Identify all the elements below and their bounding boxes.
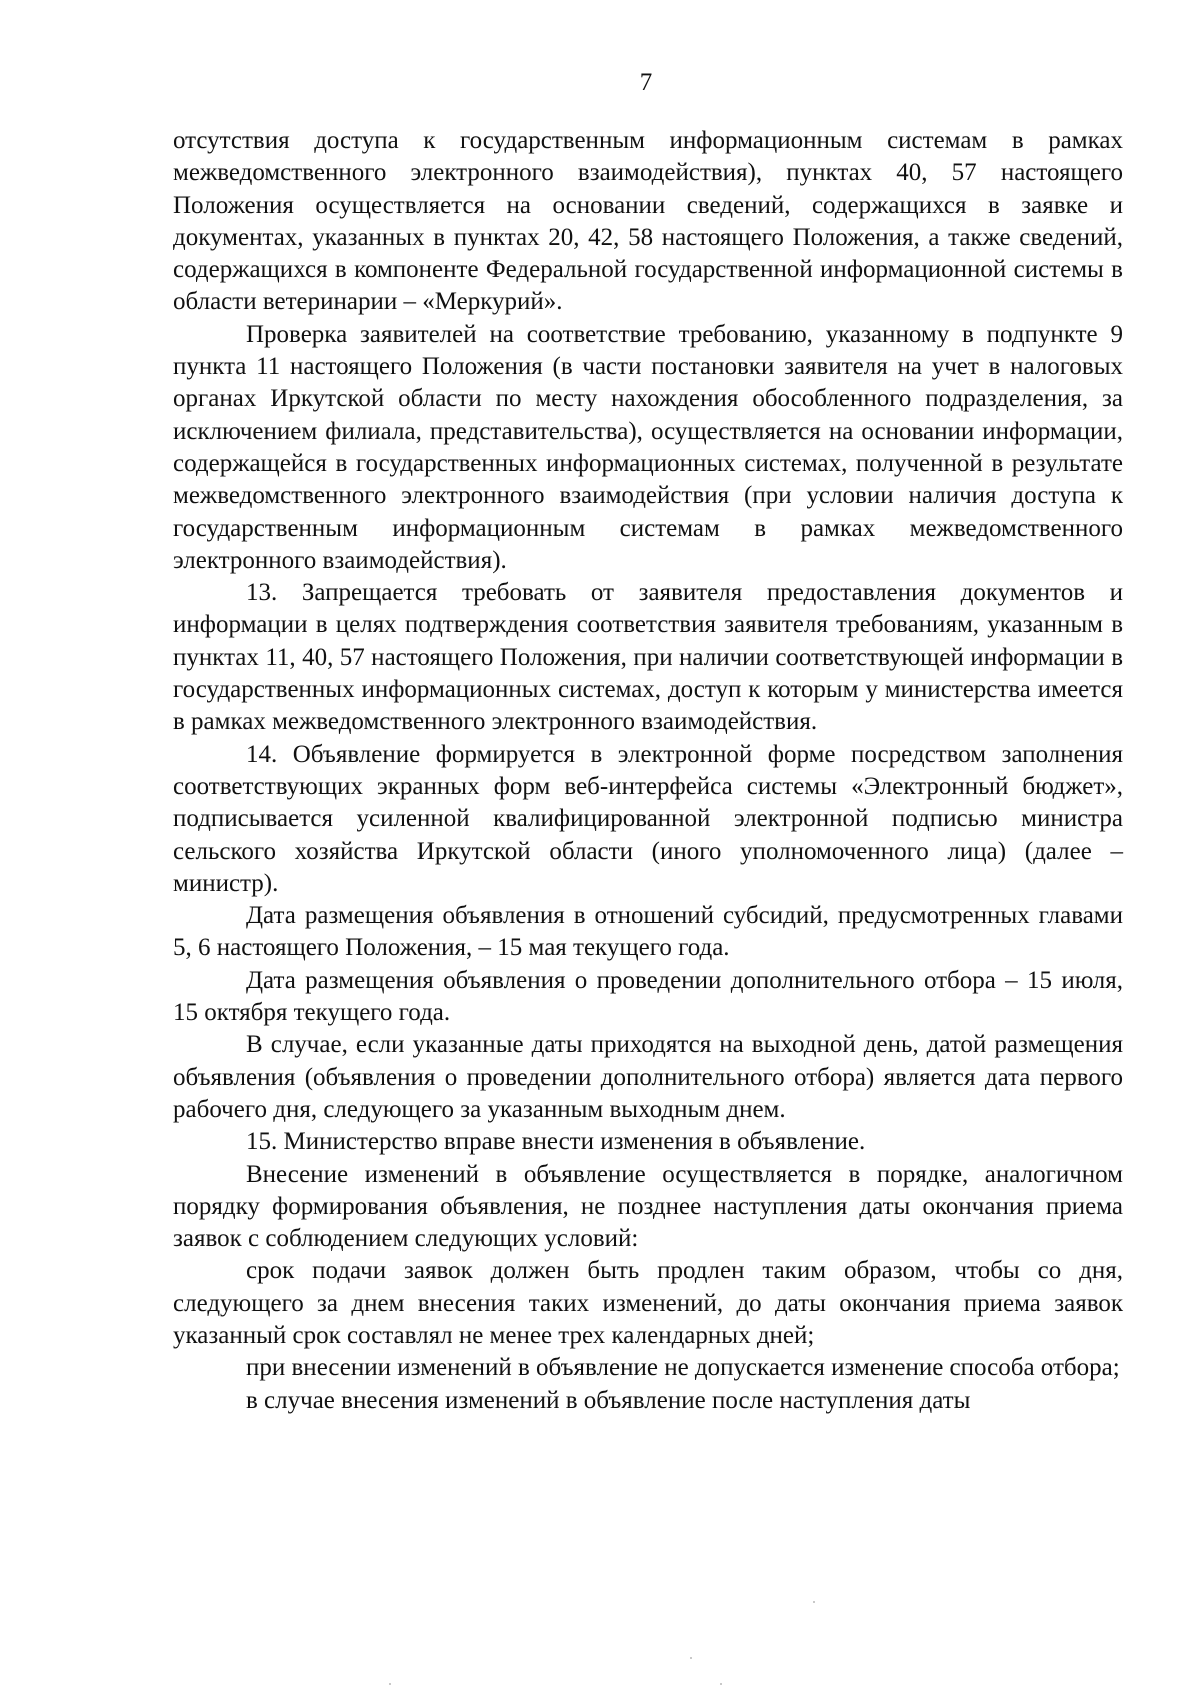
paragraph-5: Дата размещения объявления в отношений субсидий, предусмотренных главами 5, 6 настоящего Положения, – 15 мая текущего года. xyxy=(173,902,1123,962)
paragraph-8: 15. Министерство вправе внести изменения в объявление. xyxy=(246,1128,866,1156)
paragraph-7: В случае, если указанные даты приходятся на выходной день, датой размещения объявления (объявления о проведении дополнительного отбора) является дата первого рабочего дня, следующего за указанным выходным днем. xyxy=(173,1031,1123,1123)
paragraph-12: в случае внесения изменений в объявление после наступления даты xyxy=(246,1386,971,1414)
scan-speck xyxy=(389,1683,391,1685)
document-body xyxy=(173,125,1123,1417)
paragraph-2: Проверка заявителей на соответствие требованию, указанному в подпункте 9 пункта 11 настоящего Положения (в части постановки заявителя на учет в налоговых органах Иркутской области по месту нахождения обособленного подразделения, за исключением филиала, представительства), осуществляется на основании информации, содержащейся в государственных информационных системах, полученной в результате межведомственного электронного взаимодействия (при условии наличия доступа к государственным информационным системам в рамках межведомственного электронного взаимодействия). xyxy=(173,320,1123,574)
paragraph-6: Дата размещения объявления о проведении дополнительного отбора – 15 июля, 15 октября текущего года. xyxy=(173,966,1123,1027)
paragraph-1: отсутствия доступа к государственным информационным системам в рамках межведомственного электронного взаимодействия), пунктах 40, 57 настоящего Положения осуществляется на основании сведений, содержащихся в заявке и документах, указанных в пунктах 20, 42, 58 настоящего Положения, а также сведений, содержащихся в компоненте Федеральной государственной информационной системы в области ветеринарии – «Меркурий». xyxy=(173,127,1123,316)
paragraph-9: Внесение изменений в объявление осуществляется в порядке, аналогичном порядку формирования объявления, не позднее наступления даты окончания приема заявок с соблюдением следующих условий: xyxy=(173,1160,1123,1253)
scan-speck xyxy=(690,1657,692,1659)
paragraph-10: срок подачи заявок должен быть продлен таким образом, чтобы со дня, следующего за днем внесения таких изменений, до даты окончания приема заявок указанный срок составлял не менее трех календарных дней; xyxy=(173,1257,1123,1349)
paragraph-11: при внесении изменений в объявление не допускается изменение способа отбора; xyxy=(246,1354,1120,1382)
scan-speck xyxy=(813,1601,815,1603)
paragraph-4: 14. Объявление формируется в электронной форме посредством заполнения соответствующих экранных форм веб-интерфейса системы «Электронный бюджет», подписывается усиленной квалифицированной электронной подписью министра сельского хозяйства Иркутской области (иного уполномоченного лица) (далее – министр). xyxy=(173,740,1123,897)
page-number: 7 xyxy=(639,69,653,96)
scan-speck xyxy=(720,1683,722,1685)
paragraph-3: 13. Запрещается требовать от заявителя предоставления документов и информации в целях подтверждения соответствия заявителя требованиям, указанным в пунктах 11, 40, 57 настоящего Положения, при наличии соответствующей информации в государственных информационных системах, доступ к которым у министерства имеется в рамках межведомственного электронного взаимодействия. xyxy=(173,579,1123,736)
